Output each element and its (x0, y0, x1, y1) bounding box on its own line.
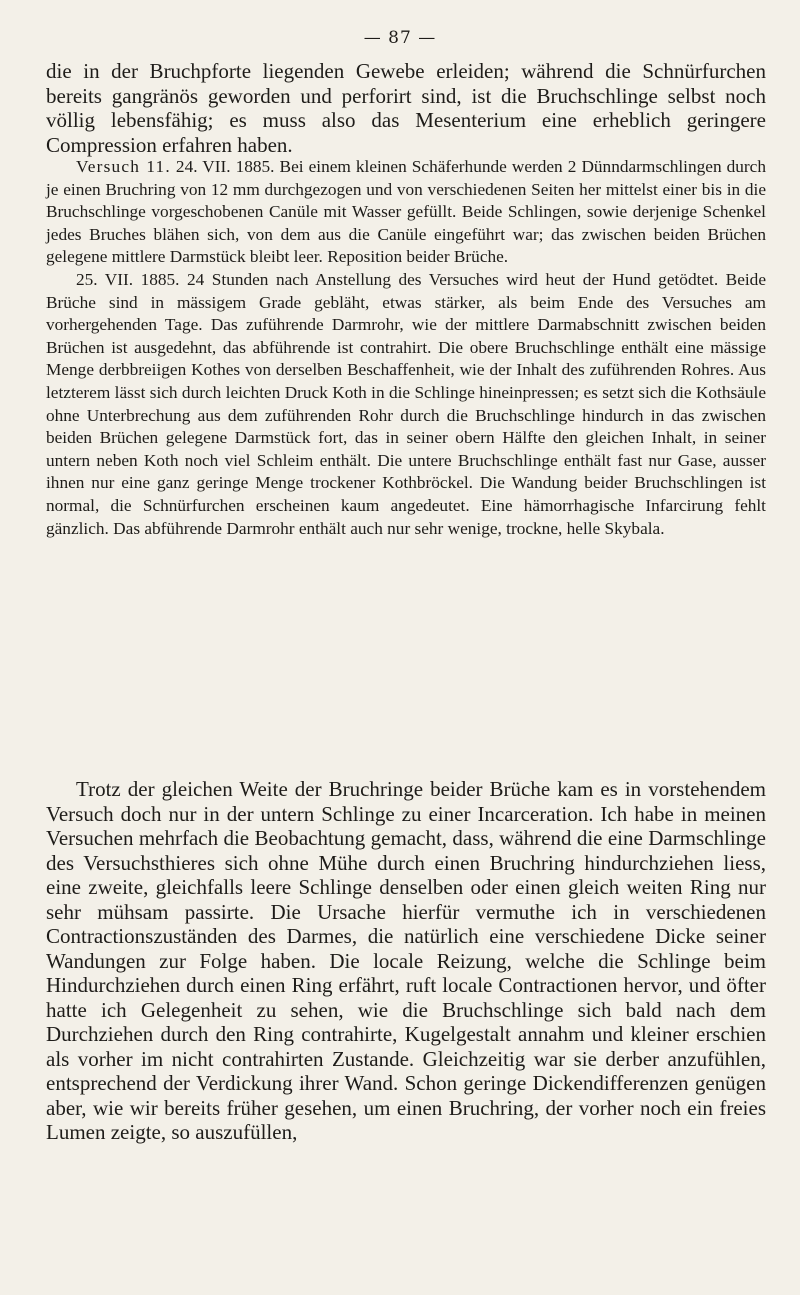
intro-paragraph: die in der Bruchpforte liegenden Gewebe erleiden; während die Schnürfurchen bereits gangränös geworden und perforirt sind, ist die Bruchschlinge selbst noch völlig lebensfähig; es muss also das Mesenterium eine erheblich geringere Compression erfahren haben. (46, 59, 766, 157)
discussion-paragraph: Trotz der gleichen Weite der Bruchringe beider Brüche kam es in vorstehendem Versuch doch nur in der untern Schlinge zu einer Incarceration. Ich habe in meinen Versuchen mehrfach die Beobachtung gemacht, dass, während die eine Darmschlinge des Versuchsthieres sich ohne Mühe durch einen Bruchring hindurchziehen liess, eine zweite, gleichfalls leere Schlinge denselben oder einen gleich weiten Ring nur sehr mühsam passirte. Die Ursache hierfür vermuthe ich in verschiedenen Contractionszuständen des Darmes, die natürlich eine verschiedene Dicke seiner Wandungen zur Folge haben. Die locale Reizung, welche die Schlinge beim Hindurchziehen durch einen Ring erfährt, ruft locale Contractionen hervor, und öfter hatte ich Gelegenheit zu sehen, wie die Bruchschlinge sich bald nach dem Durchziehen durch den Ring contrahirte, Kugelgestalt annahm und kleiner erschien als vorher im nicht contrahirten Zustande. Gleichzeitig war sie derber anzufühlen, entsprechend der Verdickung ihrer Wand. Schon geringe Dickendifferenzen genügen aber, wie wir bereits früher gesehen, um einen Bruchring, der vorher noch ein freies Lumen zeigte, so auszufüllen, (46, 777, 766, 1144)
experiment-label: Versuch 11. (76, 157, 171, 176)
intro-block (46, 59, 766, 157)
followup-paragraph: 25. VII. 1885. 24 Stunden nach Anstellung des Versuches wird heut der Hund getödtet. Beide Brüche sind in mässigem Grade gebläht, etwas stärker, als beim Ende des Versuches am vorhergehenden Tage. Das zuführende Darmrohr, wie der mittlere Darmabschnitt zwischen beiden Brüchen ist ausgedehnt, das abführende ist contrahirt. Die obere Bruchschlinge enthält eine mässige Menge derbbreiigen Kothes von derselben Beschaffenheit, wie der Inhalt des zuführenden Rohres. Aus letzterem lässt sich durch leichten Druck Koth in die Schlinge hineinpressen; es setzt sich die Kothsäule ohne Unterbrechung aus dem zuführenden Rohr durch die Bruchschlinge hindurch in das zwischen beiden Brüchen gelegene Darmstück fort, das in seiner obern Hälfte den gleichen Inhalt, in seiner untern neben Koth noch viel Schleim enthält. Die untere Bruchschlinge enthält fast nur Gase, ausser ihnen nur eine ganz geringe Menge trockener Kothbröckel. Die Wandung beider Bruchschlingen ist normal, die Schnürfurchen erscheinen kaum angedeutet. Eine hämorrhagische Infarcirung fehlt gänzlich. Das abführende Darmrohr enthält auch nur sehr wenige, trockne, helle Skybala. (46, 269, 766, 538)
experiment-paragraph (46, 156, 766, 269)
discussion-block (46, 777, 766, 1145)
experiment-block (46, 156, 766, 540)
experiment-text: 24. VII. 1885. Bei einem kleinen Schäferhunde werden 2 Dünndarmschlingen durch je einen Bruchring von 12 mm durchgezogen und von verschiedenen Seiten her mittelst einer bis in die Bruchschlinge vorgeschobenen Canüle mit Wasser gefüllt. Beide Schlingen, sowie derjenige Schenkel jedes Bruches blähen sich, von dem aus die Canüle eingeführt war; das zwischen beiden Brüchen gelegene mittlere Darmstück bleibt leer. Reposition beider Brüche. (46, 157, 766, 267)
page-number: — 87 — (363, 28, 437, 48)
